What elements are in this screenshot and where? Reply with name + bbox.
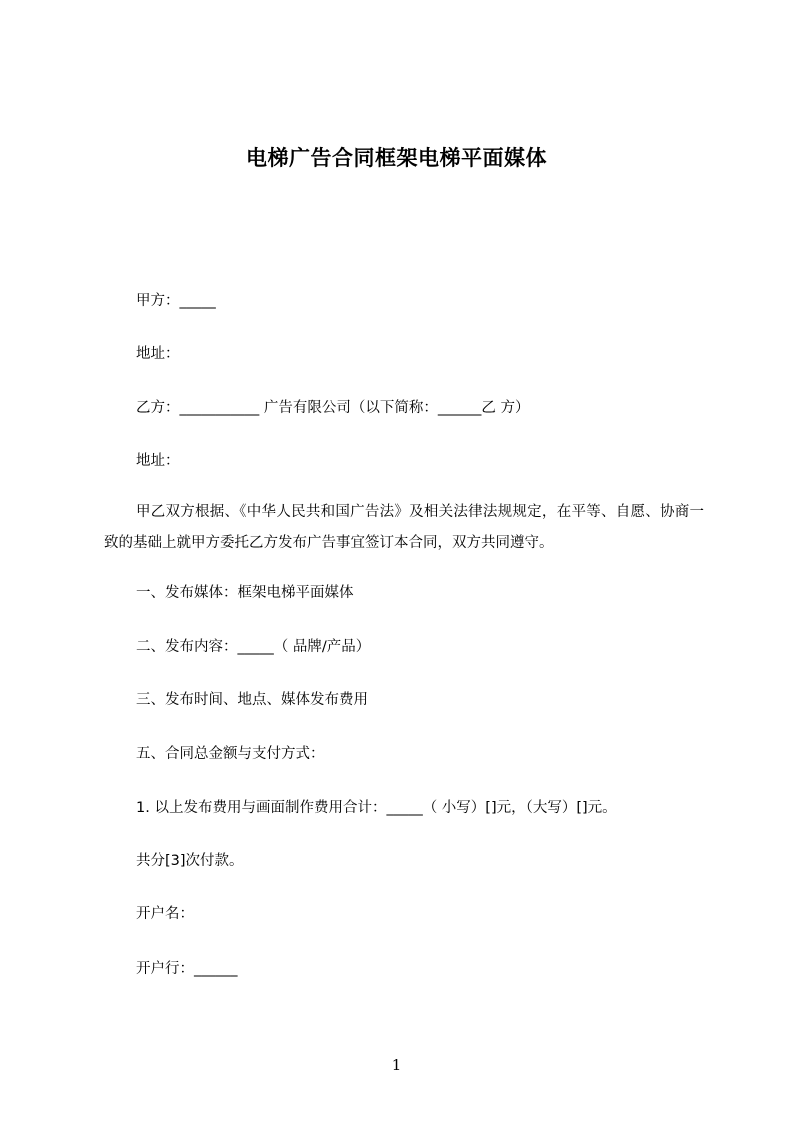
- account-name-line: 开户名：: [136, 906, 194, 922]
- document-title: 电梯广告合同框架电梯平面媒体: [246, 146, 547, 170]
- clause-5-line: 五、合同总金额与支付方式：: [136, 746, 325, 762]
- page-number: 1: [391, 1056, 402, 1074]
- intro-paragraph: 甲乙双方根据、《中华人民共和国广告法》及相关法律法规规定，在平等、自愿、协商一致的基础上就甲方委托乙方发布广告事宜签订本合同，双方共同遵守。: [104, 504, 704, 551]
- bank-line: 开户行：______: [136, 961, 238, 977]
- clause-3-line: 三、发布时间、地点、媒体发布费用: [136, 692, 368, 708]
- installments-line: 共分[3]次付款。: [136, 853, 244, 869]
- party-a-line: 甲方：_____: [136, 293, 216, 309]
- party-b-address-line: 地址：: [136, 453, 180, 469]
- clause-2-line: 二、发布内容：_____（ 品牌/产品）: [136, 639, 371, 655]
- payment-total-line: 1. 以上发布费用与画面制作费用合计：_____（ 小写）[]元，（大写）[]元。: [136, 800, 617, 816]
- party-a-address-line: 地址：: [136, 346, 180, 362]
- party-b-line: 乙方：___________ 广告有限公司（以下简称：______乙 方）: [136, 400, 530, 416]
- clause-1-line: 一、发布媒体：框架电梯平面媒体: [136, 585, 354, 601]
